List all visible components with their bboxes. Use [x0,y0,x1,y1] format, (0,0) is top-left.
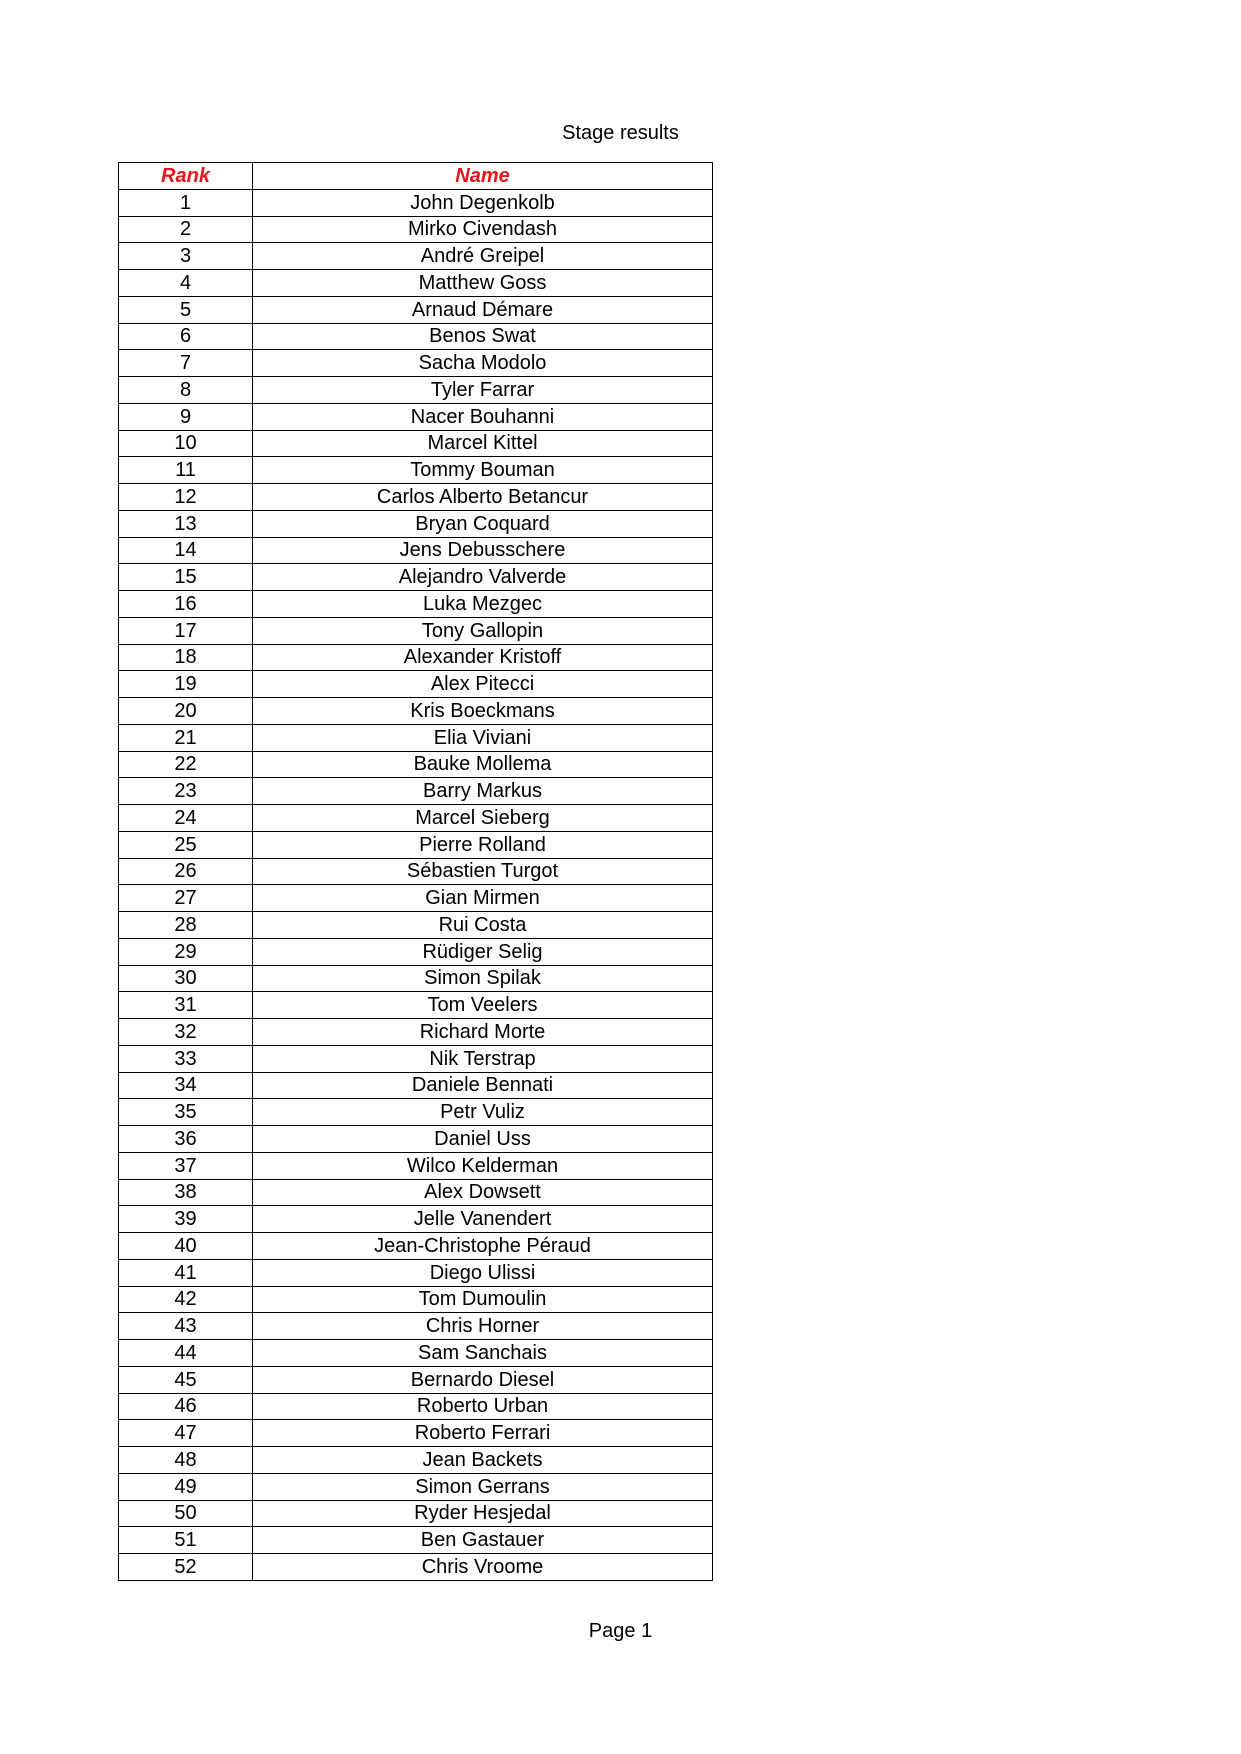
rider-name-cell: John Degenkolb [253,189,713,216]
rank-cell: 12 [119,484,253,511]
table-row [119,1099,713,1126]
table-header-row [119,163,713,190]
rank-cell: 46 [119,1393,253,1420]
table-row [119,1473,713,1500]
rider-name-cell: Marcel Kittel [253,430,713,457]
table-row [119,1072,713,1099]
rank-cell: 11 [119,457,253,484]
rider-name-cell: Gian Mirmen [253,885,713,912]
table-row [119,537,713,564]
rider-name-cell: Pierre Rolland [253,831,713,858]
table-row [119,350,713,377]
rank-column-header: Rank [119,163,253,190]
table-row [119,885,713,912]
rank-cell: 49 [119,1473,253,1500]
table-row [119,912,713,939]
rider-name-cell: Tom Veelers [253,992,713,1019]
table-row [119,564,713,591]
table-row [119,1554,713,1581]
rank-cell: 31 [119,992,253,1019]
table-row [119,992,713,1019]
table-row [119,270,713,297]
rider-name-cell: Daniel Uss [253,1126,713,1153]
table-row [119,831,713,858]
rank-cell: 50 [119,1500,253,1527]
table-row [119,1420,713,1447]
page-number: Page 1 [588,1620,653,1642]
rank-cell: 14 [119,537,253,564]
table-row [119,1313,713,1340]
rank-cell: 3 [119,243,253,270]
rank-cell: 41 [119,1259,253,1286]
rank-cell: 51 [119,1527,253,1554]
name-column-header: Name [253,163,713,190]
rider-name-cell: Bernardo Diesel [253,1366,713,1393]
table-row [119,243,713,270]
rank-cell: 36 [119,1126,253,1153]
rank-cell: 4 [119,270,253,297]
rank-cell: 8 [119,377,253,404]
rank-cell: 38 [119,1179,253,1206]
rank-cell: 2 [119,216,253,243]
rider-name-cell: Jens Debusschere [253,537,713,564]
rider-name-cell: Elia Viviani [253,724,713,751]
table-row [119,377,713,404]
rider-name-cell: Sacha Modolo [253,350,713,377]
rider-name-cell: Alex Pitecci [253,671,713,698]
rider-name-cell: Roberto Urban [253,1393,713,1420]
table-row [119,1233,713,1260]
rank-cell: 16 [119,591,253,618]
rank-cell: 34 [119,1072,253,1099]
table-row [119,484,713,511]
rank-cell: 52 [119,1554,253,1581]
rank-cell: 45 [119,1366,253,1393]
rider-name-cell: Arnaud Démare [253,296,713,323]
table-row [119,1500,713,1527]
rider-name-cell: Jelle Vanendert [253,1206,713,1233]
table-row [119,403,713,430]
rider-name-cell: André Greipel [253,243,713,270]
rank-cell: 39 [119,1206,253,1233]
rank-cell: 24 [119,805,253,832]
rank-cell: 32 [119,1019,253,1046]
rider-name-cell: Jean-Christophe Péraud [253,1233,713,1260]
rank-cell: 17 [119,617,253,644]
table-row [119,1447,713,1474]
rider-name-cell: Chris Horner [253,1313,713,1340]
results-table [118,162,713,1581]
table-row [119,1393,713,1420]
rider-name-cell: Bauke Mollema [253,751,713,778]
rider-name-cell: Ryder Hesjedal [253,1500,713,1527]
rank-cell: 33 [119,1045,253,1072]
table-row [119,323,713,350]
rider-name-cell: Nacer Bouhanni [253,403,713,430]
rider-name-cell: Alexander Kristoff [253,644,713,671]
rider-name-cell: Sébastien Turgot [253,858,713,885]
rank-cell: 30 [119,965,253,992]
page-title [0,121,1241,145]
table-row [119,858,713,885]
rank-cell: 37 [119,1152,253,1179]
rank-cell: 44 [119,1340,253,1367]
rider-name-cell: Richard Morte [253,1019,713,1046]
rider-name-cell: Marcel Sieberg [253,805,713,832]
table-row [119,189,713,216]
table-row [119,644,713,671]
table-row [119,671,713,698]
table-row [119,1286,713,1313]
rider-name-cell: Daniele Bennati [253,1072,713,1099]
rank-cell: 42 [119,1286,253,1313]
rank-cell: 10 [119,430,253,457]
table-row [119,1126,713,1153]
table-row [119,1340,713,1367]
table-row [119,1019,713,1046]
page-footer [0,1619,1241,1643]
rank-cell: 48 [119,1447,253,1474]
rider-name-cell: Tyler Farrar [253,377,713,404]
table-row [119,591,713,618]
rider-name-cell: Roberto Ferrari [253,1420,713,1447]
rank-cell: 7 [119,350,253,377]
rider-name-cell: Alejandro Valverde [253,564,713,591]
table-row [119,965,713,992]
table-row [119,805,713,832]
rider-name-cell: Simon Spilak [253,965,713,992]
rank-cell: 29 [119,938,253,965]
rider-name-cell: Kris Boeckmans [253,698,713,725]
table-row [119,1045,713,1072]
rank-cell: 6 [119,323,253,350]
table-row [119,457,713,484]
table-row [119,430,713,457]
rider-name-cell: Alex Dowsett [253,1179,713,1206]
rank-cell: 40 [119,1233,253,1260]
rank-cell: 19 [119,671,253,698]
rider-name-cell: Luka Mezgec [253,591,713,618]
table-row [119,1527,713,1554]
rider-name-cell: Nik Terstrap [253,1045,713,1072]
rank-cell: 18 [119,644,253,671]
table-row [119,778,713,805]
rank-cell: 20 [119,698,253,725]
rank-cell: 35 [119,1099,253,1126]
rider-name-cell: Sam Sanchais [253,1340,713,1367]
rider-name-cell: Wilco Kelderman [253,1152,713,1179]
rank-cell: 5 [119,296,253,323]
rank-cell: 27 [119,885,253,912]
rider-name-cell: Tom Dumoulin [253,1286,713,1313]
rider-name-cell: Jean Backets [253,1447,713,1474]
table-row [119,296,713,323]
rider-name-cell: Bryan Coquard [253,510,713,537]
page-title-text: Stage results [562,122,679,144]
table-row [119,1152,713,1179]
rank-cell: 22 [119,751,253,778]
table-row [119,510,713,537]
rider-name-cell: Diego Ulissi [253,1259,713,1286]
table-row [119,698,713,725]
rank-cell: 15 [119,564,253,591]
rank-cell: 25 [119,831,253,858]
rider-name-cell: Mirko Civendash [253,216,713,243]
rider-name-cell: Rüdiger Selig [253,938,713,965]
table-row [119,1259,713,1286]
rank-cell: 9 [119,403,253,430]
rank-cell: 47 [119,1420,253,1447]
rider-name-cell: Tommy Bouman [253,457,713,484]
table-row [119,751,713,778]
rank-cell: 13 [119,510,253,537]
rank-cell: 28 [119,912,253,939]
rank-cell: 21 [119,724,253,751]
rank-cell: 43 [119,1313,253,1340]
table-row [119,216,713,243]
table-row [119,1206,713,1233]
rider-name-cell: Ben Gastauer [253,1527,713,1554]
rider-name-cell: Tony Gallopin [253,617,713,644]
rider-name-cell: Benos Swat [253,323,713,350]
rider-name-cell: Carlos Alberto Betancur [253,484,713,511]
rank-cell: 1 [119,189,253,216]
table-row [119,617,713,644]
rider-name-cell: Matthew Goss [253,270,713,297]
rider-name-cell: Simon Gerrans [253,1473,713,1500]
table-row [119,1179,713,1206]
rider-name-cell: Barry Markus [253,778,713,805]
rank-cell: 23 [119,778,253,805]
table-row [119,1366,713,1393]
rider-name-cell: Petr Vuliz [253,1099,713,1126]
rider-name-cell: Chris Vroome [253,1554,713,1581]
rank-cell: 26 [119,858,253,885]
rider-name-cell: Rui Costa [253,912,713,939]
table-row [119,724,713,751]
results-table-body [119,189,713,1580]
table-row [119,938,713,965]
